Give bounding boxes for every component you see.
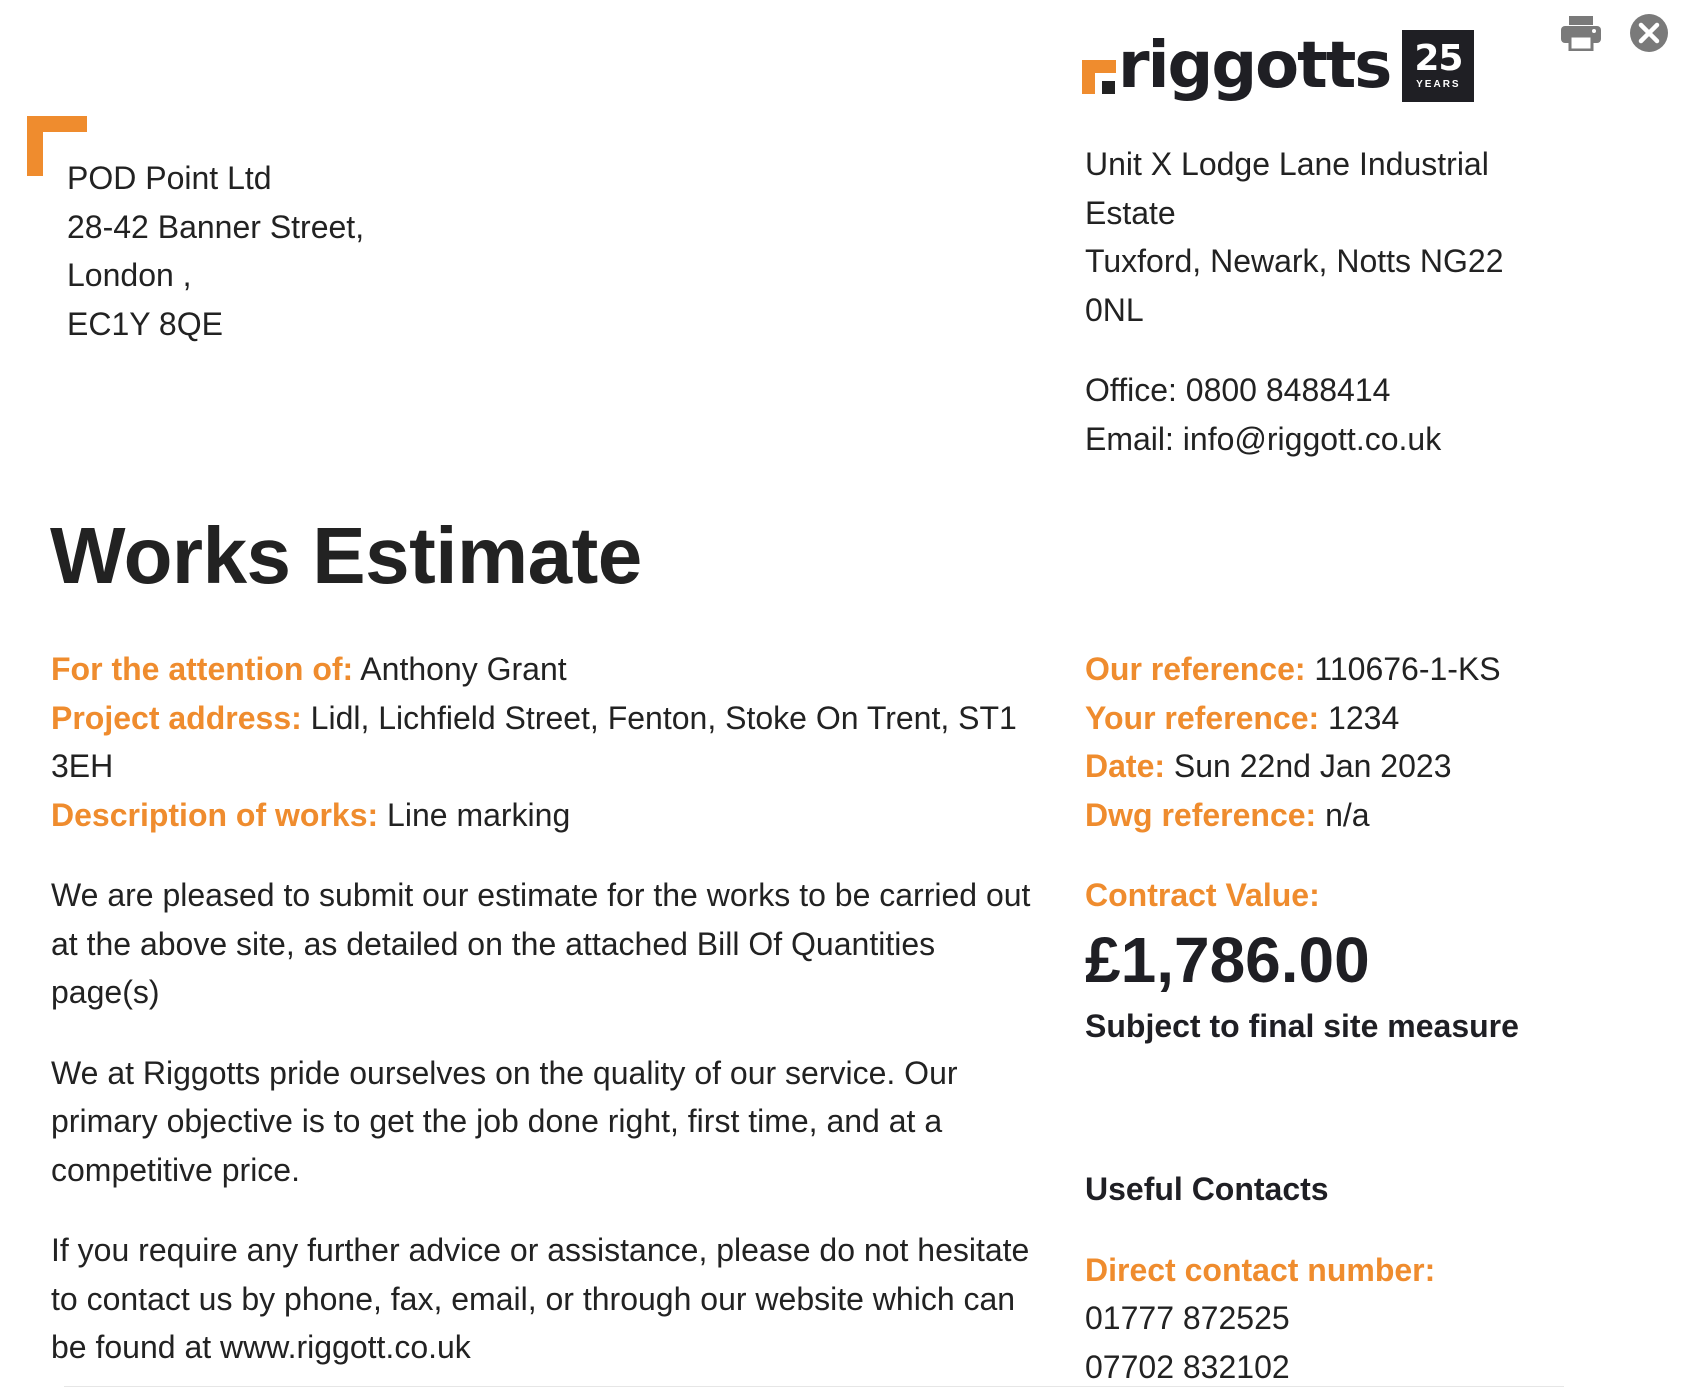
project-address-value: Lidl, Lichfield Street, Fenton, Stoke On Trent, ST1 3EH — [51, 700, 1017, 785]
sender-office-phone: Office: 0800 8488414 — [1085, 366, 1525, 415]
badge-number: 25 — [1414, 41, 1462, 77]
document-toolbar — [1560, 12, 1670, 54]
direct-contact-label: Direct contact number: — [1085, 1246, 1645, 1295]
dwg-reference-value: n/a — [1325, 797, 1369, 833]
sender-address-line4: 0NL — [1085, 286, 1525, 335]
badge-label: YEARS — [1416, 79, 1460, 91]
description-value: Line marking — [387, 797, 570, 833]
recipient-street: 28-42 Banner Street, — [67, 203, 364, 252]
sender-address-line2: Estate — [1085, 189, 1525, 238]
close-circle-icon[interactable] — [1628, 12, 1670, 54]
recipient-city: London , — [67, 251, 364, 300]
sender-details — [1085, 140, 1525, 463]
reference-panel — [1085, 645, 1645, 1391]
estimate-details — [51, 645, 1041, 1372]
project-address-row — [51, 694, 1041, 791]
sender-email: Email: info@riggott.co.uk — [1085, 415, 1525, 464]
useful-contacts-heading: Useful Contacts — [1085, 1165, 1645, 1214]
contract-value-note: Subject to final site measure — [1085, 1002, 1645, 1051]
page-divider — [64, 1386, 1564, 1387]
intro-paragraph: We are pleased to submit our estimate for the works to be carried out at the above site, as detailed on the attached Bill Of Quantities page(s) — [51, 871, 1041, 1017]
dwg-reference-label: Dwg reference: — [1085, 797, 1316, 833]
attention-value: Anthony Grant — [360, 651, 566, 687]
date-row — [1085, 742, 1645, 791]
direct-contact-phone-2: 07702 832102 — [1085, 1343, 1645, 1391]
recipient-postcode: EC1Y 8QE — [67, 300, 364, 349]
company-logo — [1082, 26, 1474, 106]
contract-value-amount: £1,786.00 — [1085, 922, 1645, 998]
our-reference-row — [1085, 645, 1645, 694]
recipient-address — [67, 154, 364, 348]
sender-address-line1: Unit X Lodge Lane Industrial — [1085, 140, 1525, 189]
sender-address-line3: Tuxford, Newark, Notts NG22 — [1085, 237, 1525, 286]
description-label: Description of works: — [51, 797, 378, 833]
our-reference-value: 110676-1-KS — [1314, 651, 1500, 687]
page-title: Works Estimate — [50, 508, 642, 604]
our-reference-label: Our reference: — [1085, 651, 1306, 687]
date-value: Sun 22nd Jan 2023 — [1174, 748, 1452, 784]
assistance-paragraph: If you require any further advice or assistance, please do not hesitate to contact us by phone, fax, email, or through our website which can be found at www.riggott.co.uk — [51, 1226, 1041, 1372]
recipient-company: POD Point Ltd — [67, 154, 364, 203]
printer-icon[interactable] — [1560, 12, 1602, 54]
contract-value-label: Contract Value: — [1085, 871, 1645, 920]
anniversary-badge — [1402, 30, 1474, 102]
project-address-label: Project address: — [51, 700, 302, 736]
your-reference-row — [1085, 694, 1645, 743]
date-label: Date: — [1085, 748, 1165, 784]
attention-label: For the attention of: — [51, 651, 353, 687]
direct-contact-phone-1: 01777 872525 — [1085, 1294, 1645, 1343]
description-row — [51, 791, 1041, 840]
your-reference-label: Your reference: — [1085, 700, 1319, 736]
your-reference-value: 1234 — [1328, 700, 1399, 736]
logo-mark-icon — [1082, 60, 1116, 94]
attention-row — [51, 645, 1041, 694]
dwg-reference-row — [1085, 791, 1645, 840]
logo-wordmark: riggotts — [1118, 26, 1390, 106]
quality-paragraph: We at Riggotts pride ourselves on the quality of our service. Our primary objective is to get the job done right, first time, and at a competitive price. — [51, 1049, 1041, 1195]
